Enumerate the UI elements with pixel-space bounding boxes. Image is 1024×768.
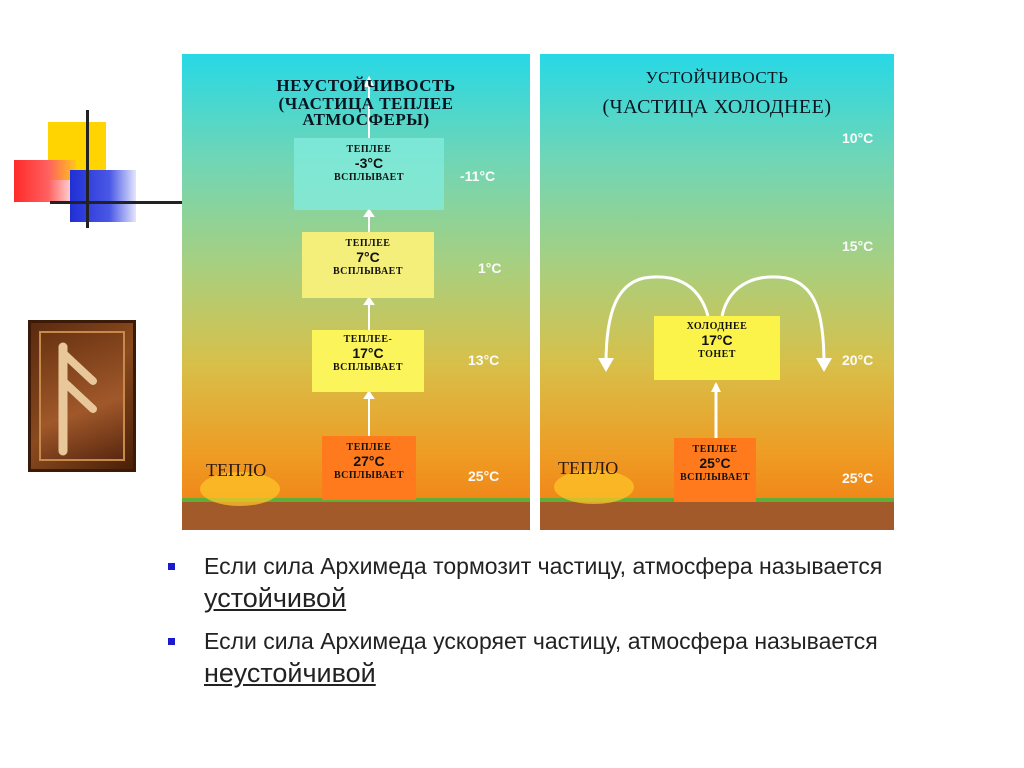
stability-subtitle: (ЧАСТИЦА ХОЛОДНЕЕ) bbox=[602, 96, 832, 118]
instability-panel bbox=[182, 54, 530, 530]
parcel-temp: 27°C bbox=[353, 453, 385, 469]
air-temp-label: 15°C bbox=[842, 238, 874, 254]
stability-panel bbox=[540, 54, 894, 530]
parcel-box-middle bbox=[312, 330, 424, 392]
stability-title: УСТОЙЧИВОСТЬ bbox=[645, 68, 789, 87]
parcel-temp: 17°C bbox=[352, 345, 384, 361]
parcel-action: ТОНЕТ bbox=[698, 349, 736, 360]
parcel-status: ТЕПЛЕЕ bbox=[346, 144, 392, 155]
air-temp-label: -11°C bbox=[460, 168, 496, 184]
decor-blue-bar bbox=[70, 170, 136, 222]
bullet-item-unstable bbox=[164, 625, 924, 690]
parcel-action: ВСПЛЫВАЕТ bbox=[333, 470, 405, 481]
rune-frame bbox=[39, 331, 125, 461]
bullet-marker bbox=[168, 563, 175, 570]
parcel-status: ТЕПЛЕЕ bbox=[692, 444, 738, 455]
decor-vertical-line bbox=[86, 110, 89, 228]
parcel-box-bottom bbox=[322, 436, 416, 500]
warm-label: ТЕПЛО bbox=[206, 460, 267, 480]
decor-red-bar bbox=[14, 160, 76, 202]
instability-title: НЕУСТОЙЧИВОСТЬ bbox=[276, 76, 456, 95]
parcel-box-upper bbox=[302, 232, 434, 298]
bullet-list bbox=[164, 550, 924, 700]
parcel-action: ВСПЛЫВАЕТ bbox=[332, 362, 404, 373]
bullet-keyword: устойчивой bbox=[204, 583, 347, 613]
instability-subtitle-2: АТМОСФЕРЫ) bbox=[302, 110, 430, 129]
air-temp-label: 25°C bbox=[842, 470, 874, 486]
air-temp-label: 10°C bbox=[842, 130, 874, 146]
parcel-temp: 7°C bbox=[356, 249, 380, 265]
parcel-temp: 25°C bbox=[699, 455, 731, 471]
bullet-keyword: неустойчивой bbox=[204, 658, 376, 688]
parcel-box-top bbox=[294, 138, 444, 210]
parcel-temp: 17°C bbox=[701, 332, 733, 348]
bullet-text: Если сила Архимеда ускоряет частицу, атмосфера называется bbox=[204, 628, 878, 654]
decor-horizontal-line bbox=[50, 201, 182, 204]
air-temp-label: 13°C bbox=[468, 352, 500, 368]
air-temp-label: 1°C bbox=[478, 260, 502, 276]
bullet-item-stable bbox=[164, 550, 924, 615]
air-temp-label: 25°C bbox=[468, 468, 500, 484]
parcel-action: ВСПЛЫВАЕТ bbox=[333, 172, 405, 183]
parcel-box-cold bbox=[654, 316, 780, 380]
parcel-status: ТЕПЛЕЕ bbox=[346, 442, 392, 453]
warm-label: ТЕПЛО bbox=[558, 458, 619, 478]
parcel-box-warm bbox=[674, 438, 756, 502]
parcel-status: ХОЛОДНЕЕ bbox=[686, 321, 748, 332]
parcel-temp: -3°C bbox=[354, 155, 384, 171]
rune-image bbox=[28, 320, 136, 472]
bullet-marker bbox=[168, 638, 175, 645]
air-temp-label: 20°C bbox=[842, 352, 874, 368]
bullet-text: Если сила Архимеда тормозит частицу, атмосфера называется bbox=[204, 553, 883, 579]
parcel-action: ВСПЛЫВАЕТ bbox=[332, 266, 404, 277]
parcel-action: ВСПЛЫВАЕТ bbox=[679, 472, 751, 483]
instability-subtitle: (ЧАСТИЦА ТЕПЛЕЕ bbox=[278, 94, 454, 113]
parcel-status: ТЕПЛЕЕ bbox=[345, 238, 391, 249]
rune-icon bbox=[41, 333, 129, 461]
parcel-status: ТЕПЛЕЕ- bbox=[343, 334, 393, 345]
